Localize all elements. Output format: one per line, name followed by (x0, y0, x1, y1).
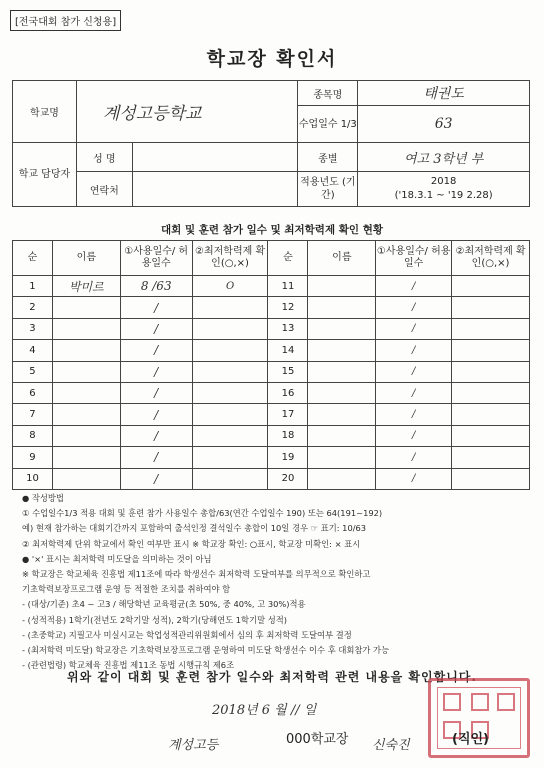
table-row (13, 318, 530, 339)
table-cell-days: / (376, 404, 452, 425)
table-cell-name (308, 361, 376, 382)
table-cell-check (452, 404, 530, 425)
table-cell-check (452, 318, 530, 339)
table-cell-days: / (120, 404, 192, 425)
header-cell: 이름 (52, 241, 120, 276)
table-cell-days: / (376, 468, 452, 489)
table-cell-n: 20 (268, 468, 308, 489)
table-cell-days: / (120, 468, 192, 489)
table-cell-days: / (120, 447, 192, 468)
participation-table (12, 240, 530, 490)
table-cell-n: 9 (13, 447, 53, 468)
table-cell-check (452, 340, 530, 361)
table-row (13, 404, 530, 425)
table-cell-check (192, 468, 268, 489)
event-value: 태권도 (358, 81, 530, 106)
manager-label: 학교 담당자 (13, 143, 77, 207)
table-cell-n: 17 (268, 404, 308, 425)
table-cell-days: / (120, 297, 192, 318)
manager-name-label: 성 명 (76, 143, 132, 172)
table-cell-check (452, 468, 530, 489)
instruction-line: ② 최저학력제 단위 학교에서 확인 여부만 표시 ※ 학교장 확인: ○표시, 학교장 미확인: × 표시 (22, 538, 361, 549)
division-value: 여고 3학년 부 (358, 143, 530, 172)
confirmation-date: 2018년 6 월 // 일 (212, 703, 317, 718)
table-cell-name (308, 425, 376, 446)
days-label: 수업일수 1/3 (298, 106, 358, 143)
period-value: ('18.3.1 ~ '19 2.28) (394, 190, 493, 201)
header-cell: 이름 (308, 241, 376, 276)
table-cell-name (52, 404, 120, 425)
participation-table-header (13, 241, 530, 276)
table-cell-check (192, 340, 268, 361)
info-table (12, 80, 530, 207)
table-row (13, 425, 530, 446)
table-cell-check (452, 297, 530, 318)
table-cell-n: 3 (13, 318, 53, 339)
table-cell-name (52, 361, 120, 382)
instruction-line: - (초중학교) 지필고사 미실시교는 학업성적관리위원회에서 심의 후 최저학력 도달여부 결정 (22, 629, 352, 640)
table-cell-name (52, 425, 120, 446)
table-cell-name (52, 340, 120, 361)
table-cell-n: 14 (268, 340, 308, 361)
table-cell-name (52, 468, 120, 489)
year-label: 적용년도 (기간) (298, 172, 358, 207)
instruction-line: - (관련법령) 학교체육 진흥법 제11조 동법 시행규칙 제6조 (22, 660, 235, 671)
table-cell-name (52, 447, 120, 468)
instruction-line: ※ 학교장은 학교체육 진흥법 제11조에 따라 학생선수 최저학력 도달여부를 의무적으로 확인하고 (22, 569, 371, 580)
table-cell-name (308, 447, 376, 468)
header-cell: 순 (13, 241, 53, 276)
table-cell-days: / (376, 425, 452, 446)
instruction-line: - (성적적용) 1학기(전년도 2학기말 성적), 2학기(당해연도 1학기말 성적) (22, 614, 288, 625)
instruction-line: 기초학력보장프로그램 운영 등 적절한 조치를 취하여야 함 (22, 584, 231, 595)
event-label: 종목명 (298, 81, 358, 106)
table-cell-check (192, 447, 268, 468)
table-cell-check (192, 318, 268, 339)
table-row (13, 468, 530, 489)
table-cell-check (452, 425, 530, 446)
table-cell-check (452, 447, 530, 468)
table-row (13, 297, 530, 318)
header-cell: ①사용일수/ 허용일수 (120, 241, 192, 276)
table-cell-name (308, 297, 376, 318)
table-row (13, 340, 530, 361)
table-cell-days: / (376, 318, 452, 339)
table-cell-days: / (120, 425, 192, 446)
table-cell-name (308, 468, 376, 489)
table-cell-n: 6 (13, 382, 53, 403)
table-cell-n: 8 (13, 425, 53, 446)
table-cell-name (308, 382, 376, 403)
table-row (13, 382, 530, 403)
header-cell: 순 (268, 241, 308, 276)
table-cell-days: / (376, 382, 452, 403)
table-cell-n: 12 (268, 297, 308, 318)
table-cell-name (52, 297, 120, 318)
days-value: 63 (358, 106, 530, 143)
table-cell-name (308, 318, 376, 339)
table-cell-n: 1 (13, 276, 53, 297)
document-type-tag: [전국대회 참가 신청용] (10, 10, 121, 31)
table-cell-n: 15 (268, 361, 308, 382)
header-cell: ②최저학력제 확인(○,×) (192, 241, 268, 276)
instruction-line: ● '×' 표시는 최저학력 미도달을 의미하는 것이 아님 (22, 553, 212, 564)
table-title: 대회 및 훈련 참가 일수 및 최저학력제 확인 현황 (161, 224, 383, 236)
school-label: 학교명 (13, 81, 77, 143)
confirmation-statement: 위와 같이 대회 및 훈련 참가 일수와 최저학력 관련 내용을 확인합니다. (67, 670, 477, 684)
table-cell-check (452, 276, 530, 297)
instruction-line: ① 수업일수1/3 적용 대회 및 훈련 참가 사용일수 총합/63(연간 수업일수 190) 또는 64(191~192) (22, 508, 383, 519)
table-cell-n: 16 (268, 382, 308, 403)
table-cell-days: / (376, 276, 452, 297)
table-cell-n: 19 (268, 447, 308, 468)
table-cell-days: / (376, 340, 452, 361)
document-title: 학교장 확인서 (206, 48, 338, 70)
table-cell-check (452, 361, 530, 382)
header-cell: ②최저학력제 확인(○,×) (452, 241, 530, 276)
table-row (13, 276, 530, 297)
table-cell-check (192, 425, 268, 446)
instruction-line: ● 작성방법 (22, 493, 64, 503)
table-cell-n: 2 (13, 297, 53, 318)
table-cell-name (52, 318, 120, 339)
participation-table-body (13, 276, 530, 490)
instruction-line: 예) 현재 참가하는 대회기간까지 포함하여 출석인정 결석일수 총합이 10일 경우 ☞ 표기: 10/63 (22, 523, 367, 534)
table-cell-check (192, 361, 268, 382)
table-cell-check (452, 382, 530, 403)
principal-title: 000학교장 (286, 732, 349, 747)
table-cell-name (308, 340, 376, 361)
table-cell-n: 11 (268, 276, 308, 297)
year-value: 2018 (430, 176, 457, 187)
table-cell-check: O (192, 276, 268, 297)
year-value-cell (358, 172, 530, 207)
table-cell-days: 8 /63 (120, 276, 192, 297)
division-label: 종별 (298, 143, 358, 172)
header-cell: ①사용일수/ 허용일수 (376, 241, 452, 276)
table-cell-days: / (120, 361, 192, 382)
table-cell-n: 7 (13, 404, 53, 425)
manager-contact-label: 연락처 (76, 172, 132, 207)
table-cell-days: / (120, 318, 192, 339)
school-name-value: 계성고등학교 (76, 81, 298, 143)
table-cell-name (52, 382, 120, 403)
seal-label: (직인) (452, 732, 489, 747)
table-cell-check (192, 404, 268, 425)
instruction-line: - (최저학력 미도달) 학교장은 기초학력보장프로그램 운영하여 미도달 학생선수 이수 후 대회참가 가능 (22, 645, 390, 656)
school-signature: 계성고등 (168, 738, 219, 753)
manager-contact-value (132, 172, 298, 207)
table-cell-check (192, 297, 268, 318)
table-cell-n: 10 (13, 468, 53, 489)
table-cell-n: 13 (268, 318, 308, 339)
table-cell-name (308, 276, 376, 297)
table-cell-days: / (376, 297, 452, 318)
manager-name-value (132, 143, 298, 172)
table-cell-name (308, 404, 376, 425)
table-row (13, 447, 530, 468)
table-cell-name: 박미르 (52, 276, 120, 297)
table-cell-days: / (120, 340, 192, 361)
table-cell-check (192, 382, 268, 403)
table-cell-n: 5 (13, 361, 53, 382)
instruction-line: - (대상/기준) 초4 ~ 고3 / 해당학년 교육평균(초 50%, 중 40%, 고 30%)적용 (22, 599, 306, 610)
writing-instructions (22, 491, 528, 673)
table-cell-n: 18 (268, 425, 308, 446)
table-cell-days: / (376, 361, 452, 382)
table-cell-days: / (376, 447, 452, 468)
table-cell-days: / (120, 382, 192, 403)
table-row (13, 361, 530, 382)
principal-signature: 신숙진 (372, 738, 410, 753)
table-cell-n: 4 (13, 340, 53, 361)
